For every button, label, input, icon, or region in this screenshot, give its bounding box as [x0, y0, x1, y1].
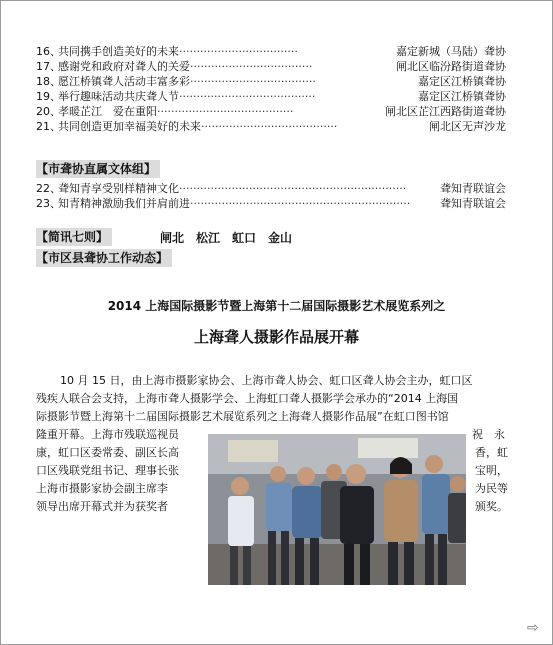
list-item[interactable] [36, 59, 506, 74]
list-item[interactable] [36, 89, 506, 104]
item-title: 聋知青享受别样精神文化 [58, 182, 179, 195]
paragraph-line: 康，虹口区委常委、副区长高 [36, 446, 179, 459]
item-title: 愿江桥镇聋人活动丰富多彩 [58, 75, 190, 88]
item-title: 共同携手创造美好的未来 [58, 45, 179, 58]
list-item[interactable] [36, 74, 506, 89]
item-org: 闸北区临汾路街道聋协 [396, 60, 506, 73]
item-org: 嘉定区江桥镇聋协 [418, 75, 506, 88]
paragraph-line-right: 宝明， [475, 464, 508, 477]
list-item[interactable] [36, 44, 506, 59]
leader-dots: ······································· [179, 90, 316, 103]
item-number: 23、 [36, 197, 61, 210]
item-number: 18、 [36, 75, 61, 88]
item-org: 闸北区无声沙龙 [429, 120, 506, 133]
paragraph-line: 口区残联党组书记、理事长张 [36, 464, 179, 477]
paragraph-line-right: 香，虹 [475, 446, 508, 459]
leader-dots: ···································· [190, 75, 316, 88]
leader-dots: ·································· [179, 45, 298, 58]
paragraph-line: 隆重开幕。上海市残联巡视员 [36, 428, 179, 441]
list-item[interactable] [36, 196, 506, 211]
item-number: 22、 [36, 182, 61, 195]
item-org: 聋知青联谊会 [440, 197, 506, 210]
section-heading-district: 【市区县聋协工作动态】 [36, 249, 172, 267]
item-title: 举行趣味活动共庆聋人节 [58, 90, 179, 103]
paragraph-line: 际摄影节暨上海第十二届国际摄影艺术展览系列之上海聋人摄影作品展”在虹口图书馆 [36, 410, 449, 423]
paragraph-line: 10 月 15 日，由上海市摄影家协会、上海市聋人协会、虹口区聋人协会主办，虹口区 [60, 374, 473, 387]
item-title: 知青精神激励我们并肩前进 [58, 197, 190, 210]
item-number: 20、 [36, 105, 61, 118]
article-list-direct [36, 181, 506, 211]
item-number: 17、 [36, 60, 61, 73]
item-title: 孝暖芷江 爱在重阳 [58, 105, 157, 118]
exhibition-photo [208, 434, 466, 585]
list-item[interactable] [36, 119, 506, 134]
item-org: 嘉定新城（马陆）聋协 [396, 45, 506, 58]
list-item[interactable] [36, 104, 506, 119]
paragraph-line-right: 为民等 [475, 482, 508, 495]
item-title: 感谢党和政府对聋人的关爱 [58, 60, 190, 73]
paragraph-line-right: 颁奖。 [475, 500, 508, 513]
item-number: 19、 [36, 90, 61, 103]
leader-dots: ······································· [157, 105, 294, 118]
leader-dots: ··································· [190, 60, 313, 73]
section-heading-brief: 【简讯七则】 [36, 228, 112, 246]
item-title: 共同创造更加幸福美好的未来 [58, 120, 201, 133]
brief-district-list: 闸北 松江 虹口 金山 [160, 231, 293, 245]
paragraph-line: 领导出席开幕式并为获奖者 [36, 500, 168, 513]
paragraph-line: 上海市摄影家协会副主席李 [36, 482, 168, 495]
item-number: 21、 [36, 120, 61, 133]
paragraph-line-right: 祝 永 [472, 428, 505, 441]
article-pre-title: 2014 上海国际摄影节暨上海第十二届国际摄影艺术展览系列之 [107, 299, 446, 313]
leader-dots: ······································· [201, 120, 338, 133]
paragraph-line: 残疾人联合会支持，上海市聋人摄影学会、上海虹口聋人摄影学会承办的“2014 上海国 [36, 392, 459, 405]
article-list-district [36, 44, 506, 134]
item-org: 聋知青联谊会 [440, 182, 506, 195]
leader-dots: ································································· [179, 182, 407, 195]
section-heading-direct: 【市聋协直属文体组】 [36, 160, 160, 178]
next-arrow-icon[interactable]: ⇨ [527, 620, 539, 636]
leader-dots: ······························································· [190, 197, 411, 210]
item-number: 16、 [36, 45, 61, 58]
item-org: 闸北区芷江西路街道聋协 [385, 105, 506, 118]
person [448, 476, 466, 543]
article-title: 上海聋人摄影作品展开幕 [193, 328, 359, 346]
item-org: 嘉定区江桥镇聋协 [418, 90, 506, 103]
list-item[interactable] [36, 181, 506, 196]
